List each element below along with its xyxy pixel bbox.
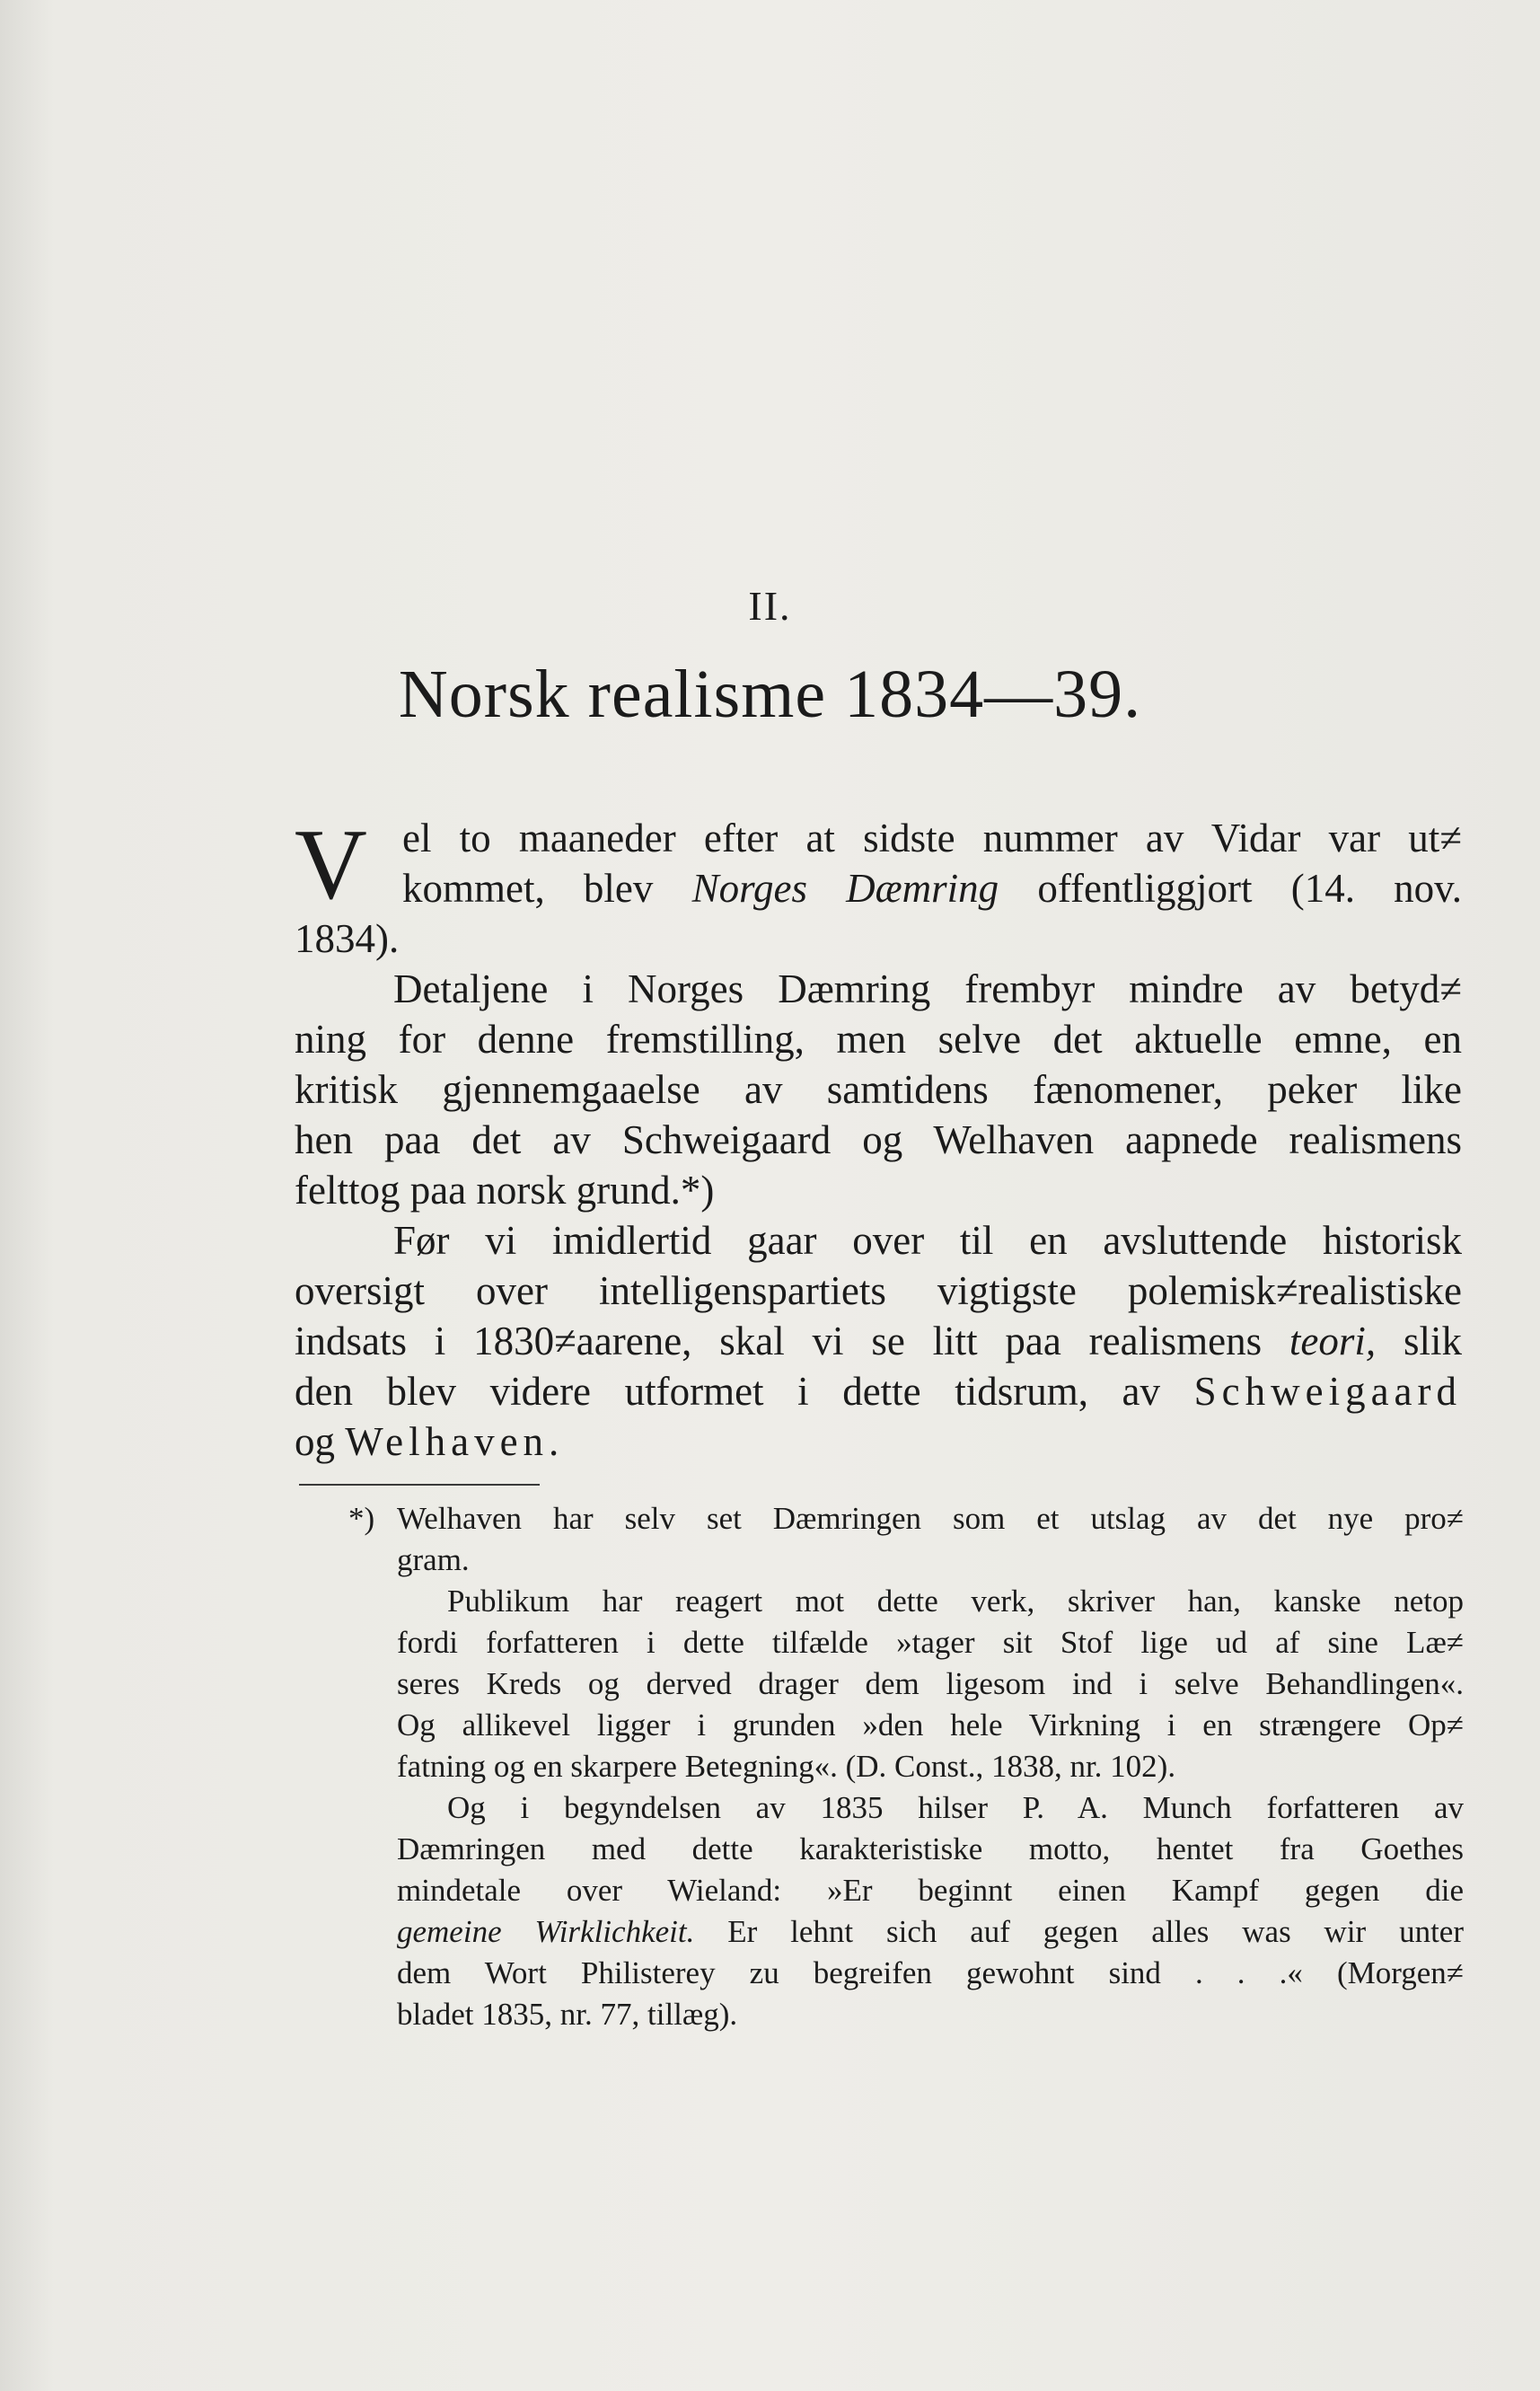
text-segment: kommet, blev (402, 866, 692, 911)
footnote-line (296, 1911, 1464, 1953)
footnote-marker: *) (348, 1501, 375, 1536)
footnote-line: seres Kreds og derved drager dem ligesom ind i selve Behandlingen«. (397, 1666, 1464, 1701)
spaced-name: Welhaven. (345, 1419, 565, 1464)
footnote-line: dem Wort Philisterey zu begreifen gewohnt sind . . .« (Morgen≠ (397, 1955, 1464, 1990)
text-segment: indsats i 1830≠aarene, skal vi se litt paa realismens (295, 1319, 1289, 1363)
text-segment: og (295, 1419, 346, 1464)
footnote-line: mindetale over Wieland: »Er beginnt einen Kampf gegen die (397, 1873, 1464, 1908)
text-segment: den blev videre utformet i dette tidsrum, av (295, 1369, 1194, 1414)
main-text (295, 809, 1462, 1467)
text-line: 1834). (295, 916, 400, 961)
chapter-title: Norsk realisme 1834—39. (398, 657, 1142, 732)
text-line: oversigt over intelligenspartiets vigtigste polemisk≠realistiske (295, 1268, 1462, 1313)
text-line: Detaljene i Norges Dæmring frembyr mindre av betyd≠ (393, 966, 1462, 1011)
text-line: Før vi imidlertid gaar over til en avsluttende historisk (393, 1218, 1462, 1263)
footnote-line: Dæmringen med dette karakteristiske motto, hentet fra Goethes (397, 1831, 1464, 1866)
text-line: kritisk gjennemgaaelse av samtidens fænomener, peker like (295, 1067, 1462, 1112)
footnote-rule (299, 1484, 540, 1486)
paragraph-1 (295, 809, 1462, 964)
paragraph-2 (295, 964, 1462, 1215)
footnote-line: fatning og en skarpere Betegning«. (D. Const., 1838, nr. 102). (397, 1749, 1176, 1784)
chapter-number: II. (748, 583, 792, 629)
spaced-name: Schweigaard (1193, 1369, 1462, 1414)
footnote (296, 1498, 1464, 2035)
italic-quote: gemeine Wirklichkeit. (397, 1914, 695, 1949)
footnote-line: gram. (397, 1542, 470, 1577)
footnote-line: fordi forfatteren i dette tilfælde »tager sit Stof lige ud af sine Læ≠ (397, 1625, 1464, 1660)
text-segment: slik (1376, 1319, 1462, 1363)
text-segment: offentliggjort (14. nov. (999, 866, 1462, 911)
footnote-line: bladet 1835, nr. 77, tillæg). (397, 1997, 738, 2032)
text-line (295, 1366, 1462, 1416)
italic-title: Norges Dæmring (691, 866, 999, 911)
text-line (295, 1316, 1462, 1366)
paragraph-3 (295, 1215, 1462, 1467)
text-line: felttog paa norsk grund.*) (295, 1168, 715, 1213)
text-segment: Er lehnt sich auf gegen alles was wir unter (694, 1914, 1464, 1949)
text-line: hen paa det av Schweigaard og Welhaven aapnede realismens (295, 1117, 1462, 1162)
text-line: ning for denne fremstilling, men selve det aktuelle emne, en (295, 1017, 1462, 1062)
footnote-line: Publikum har reagert mot dette verk, skriver han, kanske netop (447, 1584, 1464, 1619)
italic-word: teori, (1289, 1319, 1377, 1363)
drop-cap: V (295, 809, 367, 921)
text-segment: Welhaven har selv set Dæmringen som et utslag av det nye pro≠ (397, 1501, 1464, 1536)
text-line (295, 863, 1462, 913)
text-line (295, 1416, 1462, 1467)
text-line: el to maaneder efter at sidste nummer av Vidar var ut≠ (402, 816, 1462, 860)
footnote-line: Og allikevel ligger i grunden »den hele Virkning i en strængere Op≠ (397, 1707, 1464, 1743)
footnote-line (296, 1498, 1464, 1540)
footnote-line: Og i begyndelsen av 1835 hilser P. A. Munch forfatteren av (447, 1790, 1464, 1825)
